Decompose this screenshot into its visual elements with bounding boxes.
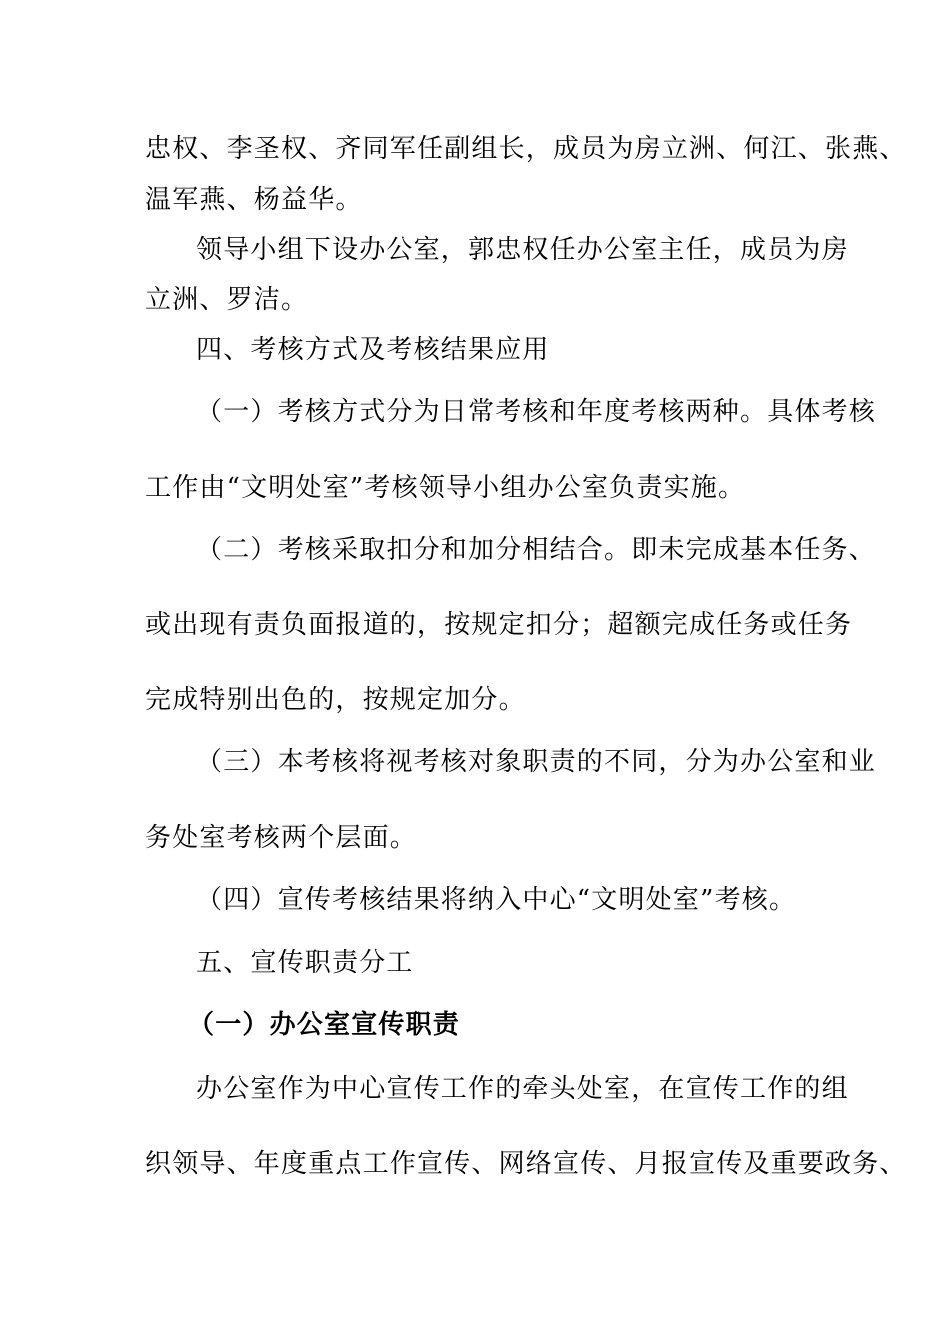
paragraph-line: （一）考核方式分为日常考核和年度考核两种。具体考核 — [196, 397, 877, 427]
paragraph-line: 温军燕、杨益华。 — [145, 185, 363, 215]
paragraph-line: 领导小组下设办公室，郭忠权任办公室主任，成员为房 — [196, 235, 849, 265]
section-heading: 四、考核方式及考核结果应用 — [196, 335, 550, 365]
section-heading: 五、宣传职责分工 — [196, 948, 414, 978]
paragraph-line: 办公室作为中心宣传工作的牵头处室，在宣传工作的组 — [196, 1074, 849, 1104]
paragraph-line: 织领导、年度重点工作宣传、网络宣传、月报宣传及重要政务、 — [145, 1149, 907, 1179]
paragraph-line: 或出现有责负面报道的，按规定扣分；超额完成任务或任务 — [145, 610, 853, 640]
paragraph-line: 立洲、罗洁。 — [145, 285, 309, 315]
paragraph-line: 忠权、李圣权、齐同军任副组长，成员为房立洲、何江、张燕、 — [145, 134, 907, 164]
paragraph-line: （四）宣传考核结果将纳入中心“文明处室”考核。 — [196, 885, 797, 915]
subsection-heading: （一）办公室宣传职责 — [188, 1010, 461, 1040]
paragraph-line: （三）本考核将视考核对象职责的不同，分为办公室和业 — [196, 747, 877, 777]
paragraph-line: 完成特别出色的，按规定加分。 — [145, 685, 526, 715]
paragraph-line: 工作由“文明处室”考核领导小组办公室负责实施。 — [145, 473, 746, 503]
paragraph-line: 务处室考核两个层面。 — [145, 823, 418, 853]
paragraph-line: （二）考核采取扣分和加分相结合。即未完成基本任务、 — [196, 535, 877, 565]
